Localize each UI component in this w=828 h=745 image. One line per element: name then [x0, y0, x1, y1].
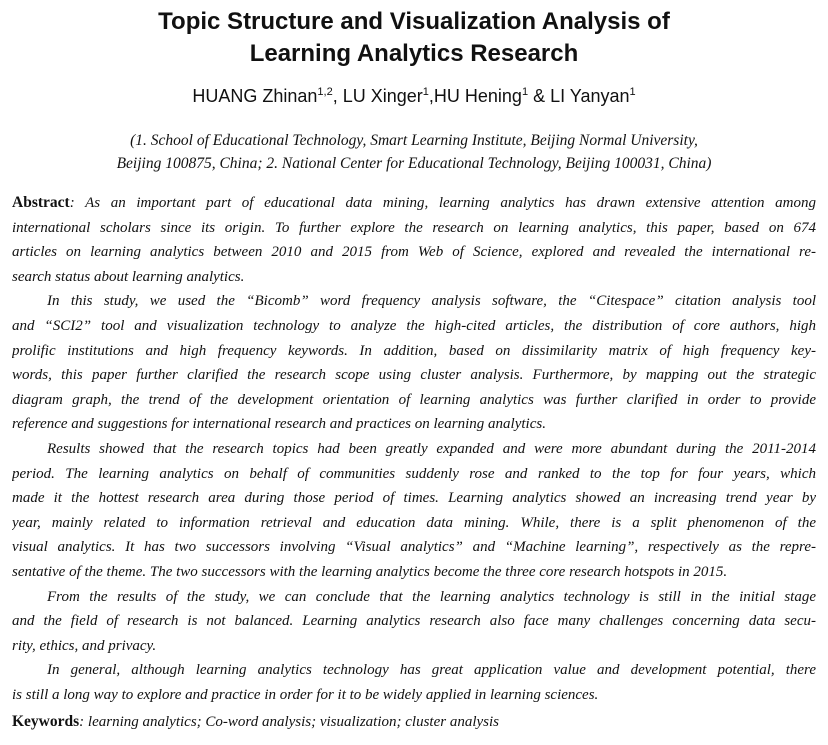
line-text: As an important part of educational data mining, learning analytics has drawn extensive attention among [85, 195, 816, 211]
abstract-paragraph-line: is still a long way to explore and practice in order for it to be widely applied in learning sciences. [12, 686, 599, 703]
author-name: LU Xinger [342, 86, 423, 106]
abstract-paragraph-line: and the field of research is not balanced. Learning analytics research also face many challenges concerning data secu- [12, 613, 816, 630]
abstract-paragraph-line: reference and suggestions for international research and practices on learning analytics. [12, 416, 546, 433]
author-list [0, 83, 828, 109]
author-name: HUANG Zhinan [192, 86, 318, 106]
author-separator: , [332, 86, 343, 106]
keywords-text: learning analytics; Co-word analysis; visualization; cluster analysis [87, 714, 500, 731]
abstract-label: Abstract [12, 194, 70, 211]
author-name: HU Hening [433, 86, 522, 106]
abstract-body [12, 191, 816, 735]
abstract-paragraph-line: In general, although learning analytics technology has great application value and development potential, there [47, 662, 816, 679]
paper-title-line-1: Topic Structure and Visualization Analysis of [158, 8, 670, 35]
author-affiliation-mark: 1 [629, 86, 636, 98]
abstract-paragraph-line: In this study, we used the “Bicomb” word frequency analysis software, the “Citespace” citation analysis tool [47, 293, 816, 310]
author-separator: , [428, 86, 434, 106]
affiliation-line-2: Beijing 100875, China; 2. National Center for Educational Technology, Beijing 100031, China) [116, 155, 712, 172]
abstract-paragraph-line: made it the hottest research area during those period of times. Learning analytics showed an increasing trend year by [12, 490, 816, 507]
abstract-colon: : [69, 195, 86, 211]
abstract-line: articles on learning analytics between 2010 and 2015 from Web of Science, explored and revealed the international re- [12, 244, 816, 261]
affiliation-line-1: (1. School of Educational Technology, Smart Learning Institute, Beijing Normal University, [130, 132, 698, 149]
abstract-paragraph-line: sentative of the theme. The two successors with the learning analytics become the three core research hotspots in 2015. [12, 563, 728, 580]
keywords-line [12, 710, 816, 735]
abstract-paragraph-line: From the results of the study, we can conclude that the learning analytics technology is still in the initial stage [47, 588, 816, 605]
abstract-paragraph-line: words, this paper further clarified the research scope using cluster analysis. Furthermore, by mapping out the strategic [12, 367, 816, 384]
abstract-paragraph-line: rity, ethics, and privacy. [12, 637, 157, 654]
abstract-paragraph-line: diagram graph, the trend of the development orientation of learning analytics was further clarified in order to provide [12, 391, 816, 408]
abstract-paragraph-line: Results showed that the research topics had been greatly expanded and were more abundant during the 2011-2014 [47, 440, 816, 457]
author-separator: & [528, 86, 551, 106]
abstract-line: international scholars since its origin. To further explore the research on learning analytics, this paper, based on 674 [12, 219, 816, 236]
abstract-paragraph-line: and “SCI2” tool and visualization technology to analyze the high-cited articles, the distribution of core authors, high [12, 317, 816, 334]
abstract-paragraph-line: period. The learning analytics on behalf of communities suddenly rose and ranked to the top for four years, which [12, 465, 816, 482]
abstract-paragraph-line: year, mainly related to information retrieval and education data mining. While, there is a split phenomenon of the [12, 514, 816, 531]
author-name: LI Yanyan [550, 86, 630, 106]
author-affiliation-mark: 1,2 [317, 86, 333, 98]
abstract-line [12, 191, 816, 216]
keywords-colon: : [79, 714, 88, 731]
paper-title-line-2: Learning Analytics Research [249, 40, 579, 67]
abstract-line: search status about learning analytics. [12, 268, 245, 285]
author-affiliation-mark: 1 [521, 86, 529, 98]
abstract-paragraph-line: visual analytics. It has two successors involving “Visual analytics” and “Machine learning”, respectively as the repre- [12, 539, 816, 556]
abstract-paragraph-line: prolific institutions and high frequency keywords. In addition, based on dissimilarity matrix of high frequency key- [12, 342, 816, 359]
keywords-label: Keywords [12, 713, 80, 731]
author-affiliation-mark: 1 [422, 86, 429, 98]
